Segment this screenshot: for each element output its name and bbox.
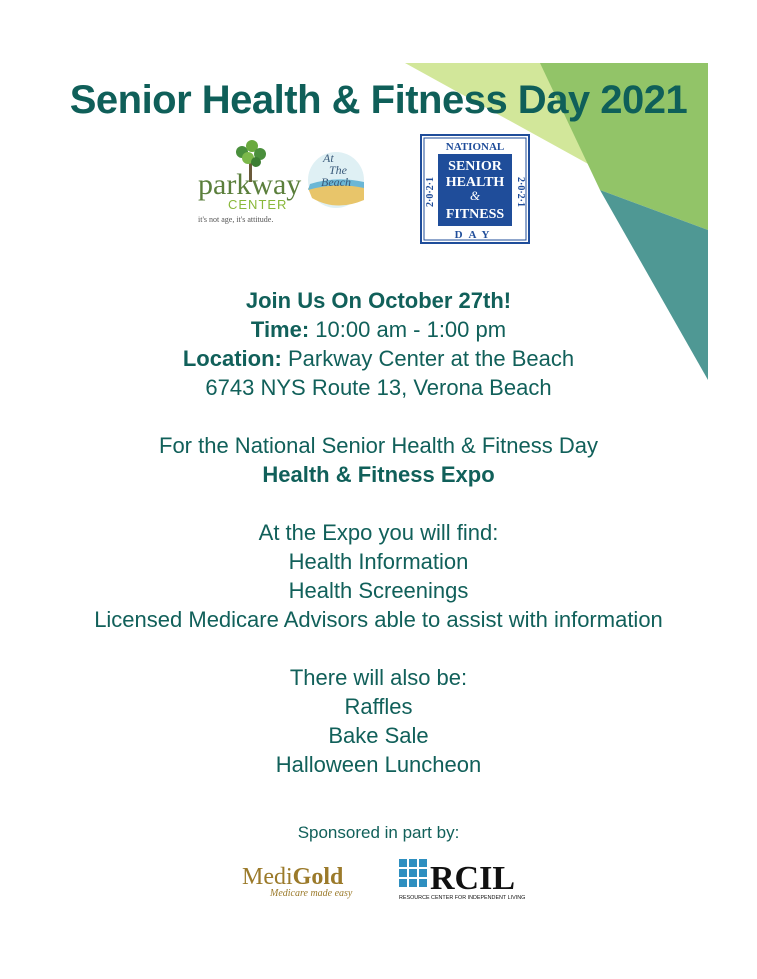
- location-label: Location:: [182, 346, 282, 371]
- svg-text:FITNESS: FITNESS: [445, 207, 505, 222]
- extras-item: Bake Sale: [328, 723, 429, 748]
- svg-text:Medicare made easy: Medicare made easy: [270, 888, 353, 899]
- rcil-logo: [397, 857, 527, 903]
- svg-text:DAY: DAY: [454, 229, 496, 241]
- svg-text:2·0·2·1: 2·0·2·1: [425, 176, 436, 208]
- expo-item: Health Screenings: [288, 578, 469, 603]
- parkway-center-word: CENTER: [228, 197, 288, 212]
- expo-heading: At the Expo you will find:: [258, 520, 499, 545]
- medigold-logo: [240, 860, 370, 900]
- svg-text:MediGold: MediGold: [242, 864, 344, 890]
- join-us-date: Join Us On October 27th!: [245, 288, 512, 313]
- location-value: Parkway Center at the Beach: [281, 346, 575, 371]
- svg-text:RCIL: RCIL: [430, 860, 516, 897]
- national-senior-health-fitness-day-logo: [420, 134, 530, 244]
- svg-text:2·0·2·1: 2·0·2·1: [515, 176, 526, 208]
- svg-text:Beach: Beach: [321, 175, 351, 189]
- parkway-word: parkway: [198, 168, 302, 201]
- parkway-center-logo: [196, 140, 368, 230]
- parkway-tagline: it's not age, it's attitude.: [198, 215, 274, 224]
- time-value: 10:00 am - 1:00 pm: [309, 317, 507, 342]
- location-line: [0, 345, 757, 373]
- time-label: Time:: [250, 317, 310, 342]
- svg-text:HEALTH: HEALTH: [445, 175, 505, 190]
- svg-text:NATIONAL: NATIONAL: [445, 141, 505, 153]
- svg-text:RESOURCE CENTER FOR INDEPENDEN: RESOURCE CENTER FOR INDEPENDENT LIVING: [399, 895, 526, 901]
- expo-item: Licensed Medicare Advisors able to assist with information: [94, 607, 663, 632]
- time-line: [0, 316, 757, 344]
- page-title: Senior Health & Fitness Day 2021: [69, 78, 688, 122]
- address: 6743 NYS Route 13, Verona Beach: [205, 375, 552, 400]
- svg-text:At: At: [323, 151, 334, 165]
- svg-text:&: &: [469, 188, 481, 203]
- expo-name: Health & Fitness Expo: [262, 462, 495, 487]
- svg-text:SENIOR: SENIOR: [448, 159, 502, 174]
- extras-heading: There will also be:: [289, 665, 468, 690]
- sponsor-label: Sponsored in part by:: [297, 823, 460, 842]
- purpose-line: For the National Senior Health & Fitness Day: [159, 433, 598, 458]
- svg-text:The: The: [329, 163, 347, 177]
- extras-item: Halloween Luncheon: [275, 752, 482, 777]
- rcil-grid-icon: [399, 859, 427, 887]
- extras-item: Raffles: [344, 694, 413, 719]
- expo-item: Health Information: [288, 549, 469, 574]
- beach-badge: [308, 151, 364, 208]
